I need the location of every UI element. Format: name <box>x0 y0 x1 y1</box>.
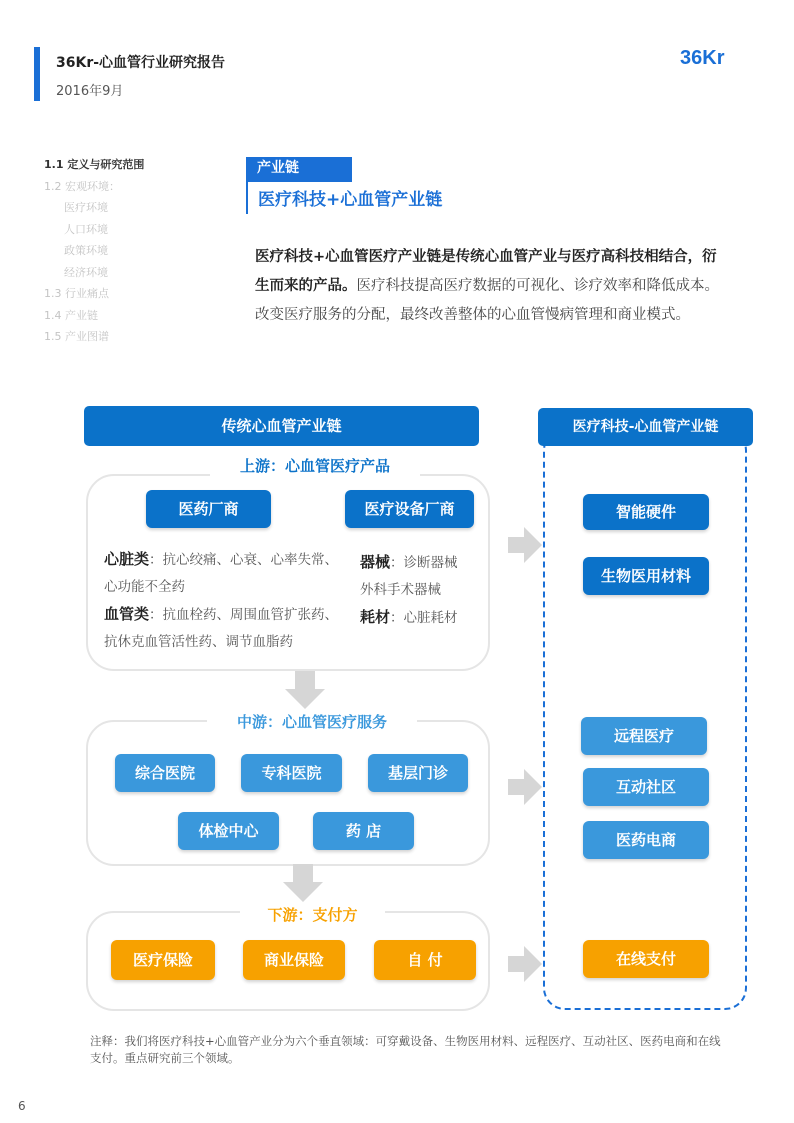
arrow-right-icon <box>508 769 542 805</box>
device-term-consumable: 耗材 <box>360 608 391 626</box>
toc-item[interactable]: 1.4 产业链 <box>44 308 98 322</box>
report-title: 36Kr-心血管行业研究报告 <box>56 55 226 71</box>
intro-bold: 医疗科技+心血管医疗产业链是传统心血管产业与医疗高科技相结合，衍生而来的产品。 <box>255 249 717 294</box>
toc-subitem[interactable]: 经济环境 <box>64 265 108 279</box>
intro-paragraph <box>255 243 723 330</box>
footnote: 注释：我们将医疗科技+心血管产业分为六个垂直领域：可穿戴设备、生物医用材料、远程医疗、互动社区、医药电商和在线支付。重点研究前三个领域。 <box>90 1034 721 1065</box>
commercial-insurance-box: 商业保险 <box>243 940 345 980</box>
specialty-hospital-box: 专科医院 <box>241 754 342 792</box>
header-accent-bar <box>34 47 40 101</box>
arrow-down-icon <box>285 671 325 709</box>
pharma-term-vessel: 血管类 <box>104 605 150 623</box>
toc-item[interactable]: 1.3 行业痛点 <box>44 287 109 300</box>
arrow-down-icon <box>283 864 323 902</box>
upstream-label: 上游：心血管医疗产品 <box>210 455 420 476</box>
traditional-chain-header: 传统心血管产业链 <box>84 406 479 446</box>
toc-subitem[interactable]: 医疗环境 <box>64 201 108 214</box>
toc-subitem[interactable]: 人口环境 <box>64 222 108 236</box>
biomaterials-box: 生物医用材料 <box>583 557 709 595</box>
medical-insurance-box: 医疗保险 <box>111 940 215 980</box>
device-text-instrument: ：诊断器械 <box>390 555 458 571</box>
tech-chain-header: 医疗科技-心血管产业链 <box>538 408 753 446</box>
checkup-center-box: 体检中心 <box>178 812 279 850</box>
midstream-group <box>86 720 490 866</box>
telemedicine-box: 远程医疗 <box>581 717 707 755</box>
table-of-contents <box>44 154 144 348</box>
general-hospital-box: 综合医院 <box>115 754 215 792</box>
primary-clinic-box: 基层门诊 <box>368 754 468 792</box>
report-date: 2016年9月 <box>56 84 124 99</box>
device-description <box>360 549 480 632</box>
pharma-term-heart: 心脏类 <box>104 550 150 568</box>
pharma-ecommerce-box: 医药电商 <box>583 821 709 859</box>
toc-item[interactable]: 1.1 定义与研究范围 <box>44 158 145 171</box>
toc-subitem[interactable]: 政策环境 <box>64 244 108 257</box>
pharma-text-heart: ：抗心绞痛、心衰、心率失常、心功能不全药 <box>104 552 339 595</box>
self-pay-box: 自 付 <box>374 940 476 980</box>
device-extra-instrument: 外科手术器械 <box>360 582 441 598</box>
section-tag: 产业链 <box>248 157 352 180</box>
intro-normal: 医疗科技提高医疗数据的可视化、诊疗效率和降低成本。改变医疗服务的分配，最终改善整体的心血管慢病管理和商业模式。 <box>255 278 719 323</box>
section-underline <box>248 180 352 182</box>
arrow-right-icon <box>508 527 542 563</box>
midstream-label: 中游：心血管医疗服务 <box>207 711 417 732</box>
toc-item[interactable]: 1.5 产业图谱 <box>44 330 109 343</box>
online-community-box: 互动社区 <box>583 768 709 806</box>
online-payment-box: 在线支付 <box>583 940 709 978</box>
pharma-description <box>104 546 346 656</box>
arrow-right-icon <box>508 946 542 982</box>
device-maker-box: 医疗设备厂商 <box>345 490 474 528</box>
pharma-text-vessel: ：抗血栓药、周围血管扩张药、抗休克血管活性药、调节血脂药 <box>104 607 339 650</box>
section-title: 医疗科技+心血管产业链 <box>258 190 443 210</box>
pharmacy-box: 药 店 <box>313 812 414 850</box>
device-text-consumable: ：心脏耗材 <box>390 610 458 626</box>
page-number: 6 <box>18 1099 26 1113</box>
logo-text-36: 36Kr <box>680 47 725 69</box>
toc-item[interactable]: 1.2 宏观环境： <box>44 179 120 193</box>
downstream-label: 下游：支付方 <box>240 904 385 925</box>
device-term-instrument: 器械 <box>360 553 391 571</box>
smart-hardware-box: 智能硬件 <box>583 494 709 530</box>
36kr-logo <box>680 42 764 94</box>
pharma-maker-box: 医药厂商 <box>146 490 271 528</box>
